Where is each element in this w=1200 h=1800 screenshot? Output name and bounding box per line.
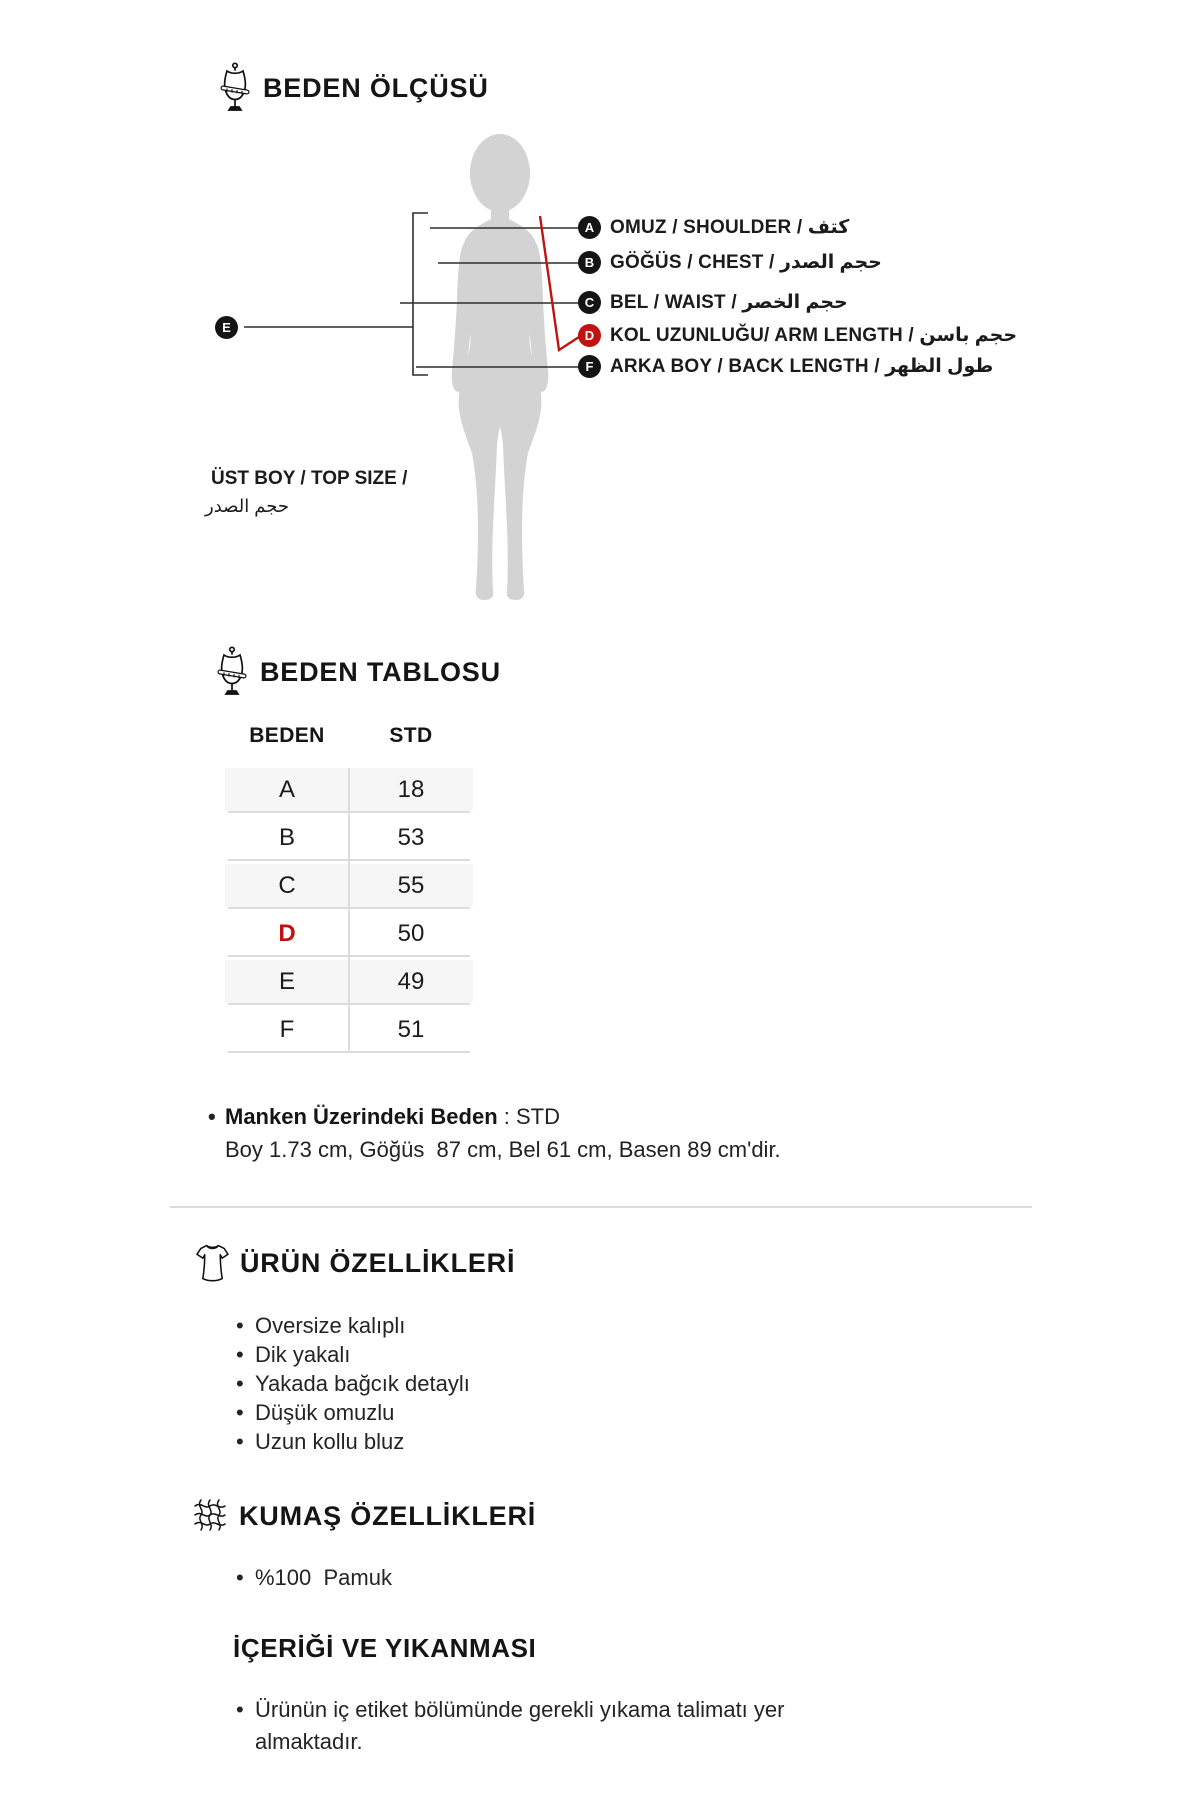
measure-text-back-length: ARKA BOY / BACK LENGTH / طول الظهر: [610, 356, 994, 377]
care-list: [236, 1694, 876, 1758]
measure-label-arm-length: [578, 324, 1017, 347]
measure-text-chest: GÖĞÜS / CHEST / حجم الصدر: [610, 252, 882, 273]
list-item: • Yakada bağcık detaylı: [236, 1369, 470, 1398]
mannequin-icon: [218, 62, 252, 114]
badge-c: C: [578, 291, 601, 314]
measure-text-arm-length: KOL UZUNLUĞU/ ARM LENGTH / حجم باسن: [610, 325, 1018, 346]
fabric-features-title: KUMAŞ ÖZELLİKLERİ: [239, 1500, 537, 1531]
model-size-note: [208, 1100, 781, 1166]
measure-label-back-length: [578, 355, 993, 378]
model-note-label: Manken Üzerindeki Beden: [225, 1104, 498, 1129]
size-table-title: BEDEN TABLOSU: [260, 656, 501, 687]
model-note-value: : STD: [497, 1104, 560, 1129]
column-std: STD: [389, 724, 433, 747]
size-guide-header: [218, 62, 489, 114]
list-item: • Ürünün iç etiket bölümünde gerekli yıkama talimatı yer almaktadır.: [236, 1694, 876, 1758]
row-value: 55: [397, 871, 425, 899]
list-item: • Uzun kollu bluz: [236, 1427, 470, 1456]
size-table-columns: [225, 724, 473, 748]
section-divider: [170, 1206, 1032, 1208]
product-features-list: [236, 1311, 470, 1456]
row-key: A: [278, 775, 295, 803]
badge-d: D: [578, 324, 601, 347]
measure-label-waist: [578, 291, 848, 314]
product-features-header: [196, 1242, 515, 1284]
row-value: 50: [397, 919, 425, 947]
row-key: B: [278, 823, 295, 851]
fabric-features-header: [192, 1496, 536, 1536]
list-item: • Dik yakalı: [236, 1340, 470, 1369]
measure-text-top-size-ar: حجم الصدر: [205, 496, 289, 516]
measure-text-shoulder: OMUZ / SHOULDER / كتف: [610, 217, 850, 238]
row-value: 18: [397, 775, 425, 803]
row-key: C: [278, 871, 296, 899]
table-column-divider: [348, 768, 350, 1051]
column-beden: BEDEN: [249, 724, 325, 747]
measure-text-waist: BEL / WAIST / حجم الخصر: [610, 292, 848, 313]
list-item: • %100 Pamuk: [236, 1563, 392, 1592]
product-features-title: ÜRÜN ÖZELLİKLERİ: [240, 1247, 516, 1278]
size-guide-title: BEDEN ÖLÇÜSÜ: [263, 72, 489, 103]
fabric-features-list: [236, 1563, 392, 1592]
size-table: [225, 768, 473, 1056]
list-item: • Oversize kalıplı: [236, 1311, 470, 1340]
body-silhouette: [425, 133, 575, 603]
mannequin-icon: [215, 646, 249, 698]
row-value: 49: [397, 967, 425, 995]
bullet-dot: •: [208, 1104, 216, 1129]
size-table-header: [215, 646, 501, 698]
row-key: D: [278, 919, 296, 947]
list-item: • Düşük omuzlu: [236, 1398, 470, 1427]
row-key: E: [278, 967, 295, 995]
badge-a: A: [578, 216, 601, 239]
row-value: 51: [397, 1015, 425, 1043]
badge-b: B: [578, 251, 601, 274]
measure-text-top-size: ÜST BOY / TOP SIZE /: [211, 468, 408, 489]
body-measurement-diagram: [0, 120, 1200, 625]
row-value: 53: [397, 823, 425, 851]
model-measurements: Boy 1.73 cm, Göğüs 87 cm, Bel 61 cm, Basen 89 cm'dir.: [225, 1137, 781, 1162]
care-title: İÇERİĞİ VE YIKANMASI: [233, 1633, 537, 1663]
row-key: F: [279, 1015, 295, 1043]
badge-f: F: [578, 355, 601, 378]
tshirt-icon: [196, 1242, 229, 1284]
badge-e: E: [215, 316, 238, 339]
measure-label-shoulder: [578, 216, 849, 239]
measure-label-chest: [578, 251, 882, 274]
fabric-weave-icon: [192, 1496, 228, 1536]
